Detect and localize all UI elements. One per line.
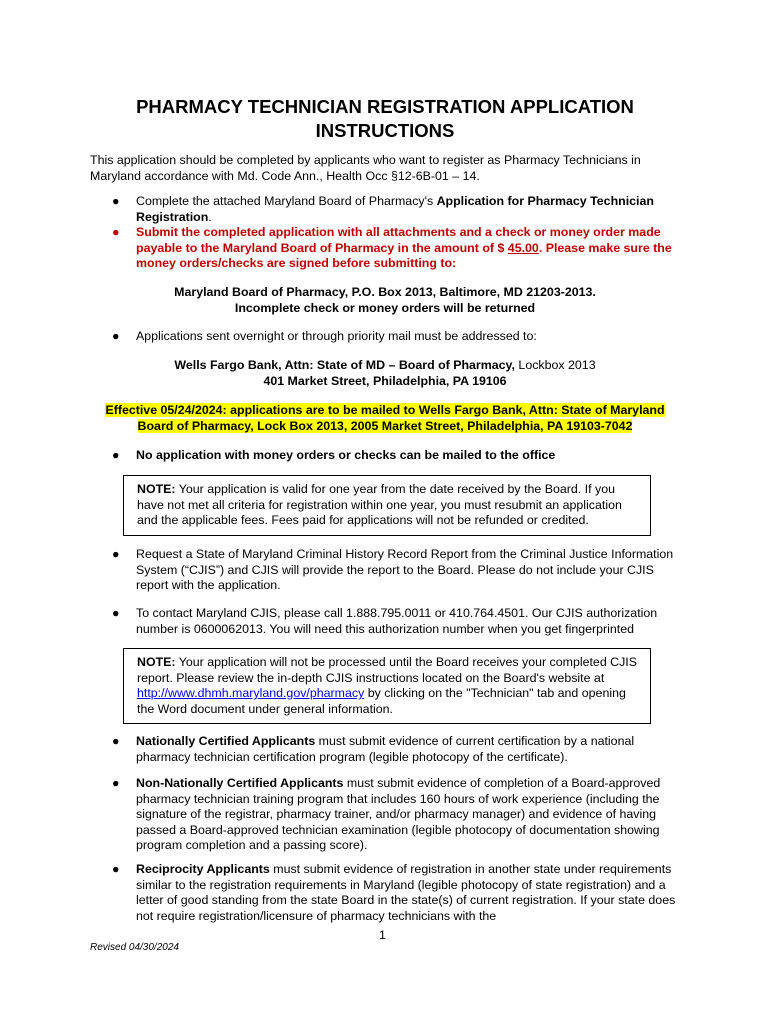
mailing-address-bank: Wells Fargo Bank, Attn: State of MD – Board of Pharmacy, Lockbox 2013 401 Market Street, Philadelphia, PA 19106: [174, 358, 596, 388]
bullet-icon: ●: [112, 448, 120, 462]
title-line-2: INSTRUCTIONS: [315, 120, 455, 141]
bullet-icon: ●: [112, 329, 120, 343]
note-box-cjis: NOTE: Your application will not be processed until the Board receives your completed CJIS report. Please review the in-depth CJIS instructions located on the Board's website at http://www.dhmh.maryland.gov/pharmacy by clicking on the "Technician" tab and opening the Word document under general information.: [123, 648, 651, 724]
effective-date-notice: Effective 05/24/2024: applications are to be mailed to Wells Fargo Bank, Attn: State of Maryland Board of Pharmacy, Lock Box 2013, 2005 Market Street, Philadelphia, PA 19103-7042: [105, 403, 665, 433]
board-website-link[interactable]: http://www.dhmh.maryland.gov/pharmacy: [137, 686, 365, 700]
document-page: PHARMACY TECHNICIAN REGISTRATION APPLICATION INSTRUCTIONS This application should be completed by applicants who want to register as Pharmacy Technicians in Maryland accordance with Md. Code Ann., Health Occ §12-6B-01 – 14. ● Complete the attached Maryland Board of Pharmacy's Application for Pharmacy Technician Registration. ● Submit the completed application with all attachments and a check or money order made payable to the Maryland Board of Pharmacy in the amount of $ 45.00. Please make sure the money orders/checks are signed before submitting to: Maryland Board of Pharmacy, P.O. Box 2013, Baltimore, MD 21203-2013. Incomplete check or money orders will be returned ● Applications sent overnight or through priority mail must be addressed to: Wells Fargo Bank, Attn: State of MD – Board of Pharmacy, Lockbox 2013 401 Market Street, Philadelphia, PA 19106 Effective 05/24/2024: applications are to be mailed to Wells Fargo Bank, Attn: State of Maryland Board of Pharmacy, Lock Box 2013, 2005 Market Street, Philadelphia, PA 19103-7042 ● No application with money orders or checks can be mailed to the office NOTE: Your application is valid for one year from the date received by the Board. If you have not met all criteria for registration within one year, you must resubmit an application and the applicable fees. Fees paid for applications will not be refunded or credited. ● Request a State of Maryland Criminal History Record Report from the Criminal Justice Information System (“CJIS”) and CJIS will provide the report to the Board. Please do not include your CJIS report with the application. ● To contact Maryland CJIS, please call 1.888.795.0011 or 410.764.4501. Our CJIS authorization number is 0600062013. You will need this authorization number when you get fingerprinted NOTE: Your application will not be processed until the Board receives your completed CJIS report. Please review the in-depth CJIS instructions located on the Board's website at http://www.dhmh.maryland.gov/pharmacy by clicking on the "Technician" tab and opening the Word document under general information. ● Nationally Certified Applicants must submit evidence of current certification by a national pharmacy technician certification program (legible photocopy of the certificate). ● Non-Nationally Certified Applicants must submit evidence of completion of a Board-approved pharmacy technician training program that includes 160 hours of work experience (including the signature of the registrar, pharmacy trainer, and/or pharmacy manager) and evidence of having passed a Board-approved technician examination (legible photocopy of documentation showing program completion and a passing score). ● Reciprocity Applicants must submit evidence of registration in another state under requirements similar to the registration requirements in Maryland (legible photocopy of state registration) and a letter of good standing from the state Board in the state(s) of current registration. If your state does not require registration/licensure of pharmacy technicians with the 1 Revised 04/30/2024: [0, 0, 770, 1024]
bullet-icon: ●: [112, 547, 120, 561]
bullet-icon: ●: [112, 862, 120, 876]
bullet-icon: ●: [112, 776, 120, 790]
bullet-icon: ●: [112, 225, 120, 239]
note-box-validity: NOTE: Your application is valid for one year from the date received by the Board. If you have not met all criteria for registration within one year, you must resubmit an application and the applicable fees. Fees paid for applications will not be refunded or credited.: [123, 475, 651, 536]
title-line-1: PHARMACY TECHNICIAN REGISTRATION APPLICATION: [136, 96, 634, 117]
page-title: [80, 95, 690, 143]
bullet-icon: ●: [112, 194, 120, 208]
mailing-address-board: Maryland Board of Pharmacy, P.O. Box 2013, Baltimore, MD 21203-2013. Incomplete check or money orders will be returned: [174, 285, 596, 315]
revision-date: Revised 04/30/2024: [90, 942, 179, 953]
intro-paragraph: This application should be completed by applicants who want to register as Pharmacy Technicians in Maryland accordance with Md. Code Ann., Health Occ §12-6B-01 – 14.: [90, 153, 641, 183]
bullet-icon: ●: [112, 734, 120, 748]
bullet-icon: ●: [112, 606, 120, 620]
fee-amount: 45.00: [507, 240, 539, 255]
page-number: 1: [379, 928, 386, 942]
